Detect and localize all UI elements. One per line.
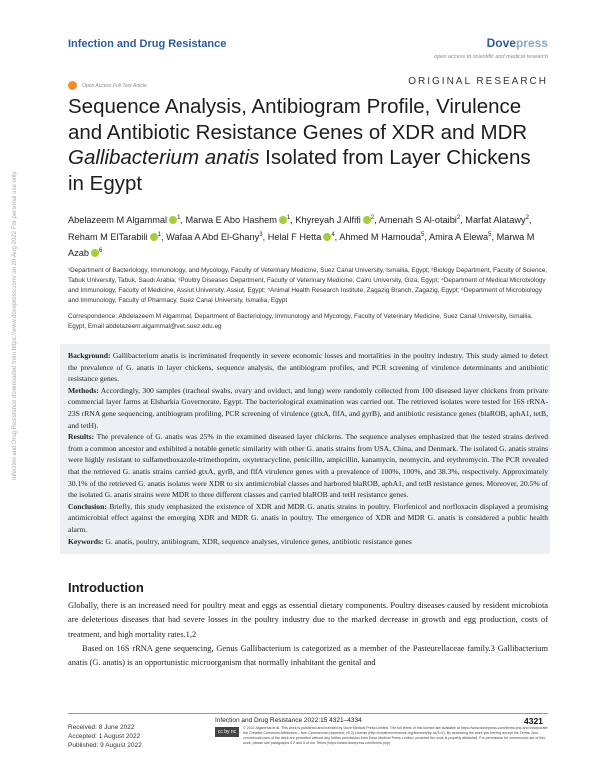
author-name[interactable]: Marwa E Abo Hashem [185,215,277,226]
orcid-icon[interactable] [279,216,287,224]
abstract-text [68,350,548,547]
page-number: 4321 [524,716,543,726]
affiliation-marker: 1 [157,231,161,238]
affiliation-marker: 5 [488,231,492,238]
intro-paragraph-2: Based on 16S rRNA gene sequencing, Genus Gallibacterium is categorized as a member of the Pasteurellaceae family.3 Gallibacterium anatis (G. anatis) is an opportunistic microorganism that normally inhabitant the genital and [68,643,548,668]
date-received: Received: 8 June 2022 [68,724,135,731]
publisher-tagline: open access to scientific and medical research [434,54,548,60]
open-access-icon [68,81,77,90]
title-line-3 [68,145,548,171]
author-name[interactable]: Wafaa A Abd El-Ghany [166,231,260,242]
cc-license-icon[interactable]: cc by nc [215,727,239,737]
intro-paragraph-1: Globally, there is an increased need for poultry meat and eggs as essential dietary components. Poultry diseases caused by resident microbiota are deleterious diseases that had severe losses in the poultry industry due to the marked decrease in growth and egg production, costs of treatment, and high mortality rates.1,2 [68,601,548,639]
correspondence: Correspondence: Abdelazeem M Algammal, Department of Bacteriology, Immunology and Mycology, Faculty of Veterinary Medicine, Suez Canal University, Ismailia, Egypt, Email abdelazeem.algammal@vet.suez.edu.eg [68,313,533,330]
author-name[interactable]: Amira A Elewa [428,231,489,242]
author-name[interactable]: Amenah S Al-otaibi [378,215,457,226]
orcid-icon[interactable] [169,216,177,224]
affiliation-marker: 1 [177,215,181,221]
abstract-results: Results: The prevalence of G. anatis was 25% in the examined diseased layer chickens. The sequence analyses emphasized that the tested strains derived from a common ancestor and exhibited a notable genetic similarity with other G. anatis strains from USA, China, and Denmark. The isolated G. anatis strains were highly resistant to sulfamethoxazole-trimethoprim, oxytetracycline, penicillin, ampicillin, kanamycin, neomycin, and erythromycin. The PCR revealed that the retrieved G. anatis strains carried gtxA, gyrB, and flfA virulence genes with a prevalence of 100%, 100%, and 38.3%, respectively. Approximately 30.1% of the retrieved G. anatis isolates were XDR to six antimicrobial classes and harbored blaROB, aphA1, and tetB resistance genes. Moreover, 20.5% of the isolated G. anatis strains were MDR to three different classes and carried blaROB and tetH resistance genes. [68,432,548,500]
abstract-methods: Methods: Accordingly, 300 samples (tracheal swabs, ovary and oviduct, and lung) were randomly collected from 100 diseased layer chickens from private commercial layer farms at Elsharkia Governorate, Egypt. The bacteriological examination was carried out. The retrieved isolates were tested for 16S rRNA-23S rRNA gene sequencing, antibiogram profiling, PCR screening of virulence (gtxA, flfA, and gyrB), and antibiotic resistance genes (blaROB, aphA1, tetB, and tetH). [68,385,548,430]
abstract-conclusion: Conclusion: Briefly, this study emphasized the existence of XDR and MDR G. anatis strains in poultry. Florfenicol and norfloxacin displayed a promising antimicrobial effect against the emerging XDR and MDR G. anatis in poultry. The emergence of XDR and MDR G. anatis is considered a public health alarm. [68,501,548,534]
article-dates [68,723,142,750]
affiliation-marker: 1 [286,215,291,221]
download-watermark: Infection and Drug Resistance downloaded from https://www.dovepress.com/ on 20-Aug-2022 For personal use only. [12,170,18,480]
brand-dove: Dove [486,36,516,50]
date-accepted: Accepted: 1 August 2022 [68,733,141,740]
author-name[interactable]: Abelazeem M Algammal [68,215,168,226]
affiliations: ¹Department of Bacteriology, Immunology, and Mycology, Faculty of Veterinary Medicine, Suez Canal University, Ismailia, Egypt; ²Biology Department, Faculty of Science, Tabuk University, Tabuk, Saudi Arabia; ³Poultry Diseases Department, Faculty of Veterinary Medicine, Cairo University, Giza, Egypt; ⁴Department of Medical Microbiology and Immunology, Faculty of Medicine, Assiut University, Assiut, Egypt; ⁵Animal Health Research Institute, Zagazig Branch, Zagazig, Egypt; ⁶Department of Microbiology and Immunology, Faculty of Pharmacy, Suez Canal University, Ismailia, Egypt [68,267,548,304]
date-published: Published: 9 August 2022 [68,742,142,749]
affiliation-marker: 2 [525,215,529,221]
orcid-icon[interactable] [91,249,99,257]
author-name[interactable]: Khyreyah J Alfifi [295,215,361,226]
author-name[interactable]: Ahmed M Hamouda [339,231,421,242]
author-list: Abelazeem M Algammal $^1$, Marwa E Abo Hashem $^1$, Khyreyah J Alfifi $^2$, Amenah S Al-otaibi$^2$, Marfat Alatawy$^2$, Reham M ElTarabili $^1$, Wafaa A Abd El-Ghany$^3$, Helal F Hetta $^4$, Ahmed M Hamouda$^5$, Amira A Elewa$^5$, Marwa M Azab $^6$ [68,215,535,259]
open-access-badge [68,81,147,90]
title-species: Gallibacterium anatis [68,146,260,169]
title-line-4: in Egypt [68,171,143,195]
footer-divider [68,713,548,714]
article-title [68,94,548,196]
journal-citation[interactable]: Infection and Drug Resistance 2022:15 4321–4334 [215,717,362,724]
article-type: ORIGINAL RESEARCH [408,76,548,87]
brand-press: press [515,36,548,50]
orcid-icon[interactable] [363,216,371,224]
affiliation-marker: 2 [456,215,461,221]
orcid-icon[interactable] [150,233,158,241]
affiliation-marker: 4 [331,231,335,238]
introduction-text [68,599,548,670]
publisher-logo[interactable] [487,36,548,50]
affiliation-marker: 3 [259,231,263,238]
abstract-keywords: Keywords: G. anatis, poultry, antibiogram, XDR, sequence analyses, virulence genes, antibiotic resistance genes [68,536,412,546]
author-name[interactable]: Reham M ElTarabili [68,231,148,242]
affiliation-marker: 5 [420,231,425,238]
title-line-3-rest: Isolated from Layer Chickens [259,146,531,169]
affiliation-marker: 6 [98,248,103,255]
affiliation-marker: 2 [370,215,375,221]
abstract-background: Background: Gallibacterium anatis is incriminated frequently in severe economic losses and mortalities in the poultry industry. This study aimed to detect the prevalence of G. anatis in layer chickens, sequence analysis, the antibiogram profiles, and PCR screening of virulence determinants and antibiotic resistance genes. [68,351,548,384]
author-name[interactable]: Marwa M Azab [68,231,535,259]
open-access-label: Open Access Full Text Article [82,82,147,89]
author-name[interactable]: Helal F Hetta [267,231,322,242]
journal-name[interactable]: Infection and Drug Resistance [68,38,227,50]
author-name[interactable]: Marfat Alatawy [465,215,526,226]
section-heading-introduction: Introduction [68,580,144,595]
title-line-2: and Antibiotic Resistance Genes of XDR and MDR [68,120,528,144]
title-line-1: Sequence Analysis, Antibiogram Profile, Virulence [68,95,522,118]
license-text: © 2022 Algammal et al. This work is published and licensed by Dove Medical Press Limited. The full terms of this license are available at https://www.dovepress.com/terms.php and incorporate the Creative Commons Attribution – Non Commercial (unported, v3.0) License (http://creativecommons.org/licenses/by-nc/3.0/). By accessing the work you hereby accept the Terms. Non-commercial uses of the work are permitted without any further permission from Dove Medical Press Limited, provided the work is properly attributed. For permission for commercial use of this work, please see paragraphs 4.2 and 5 of our Terms (https://www.dovepress.com/terms.php). [243,726,548,745]
